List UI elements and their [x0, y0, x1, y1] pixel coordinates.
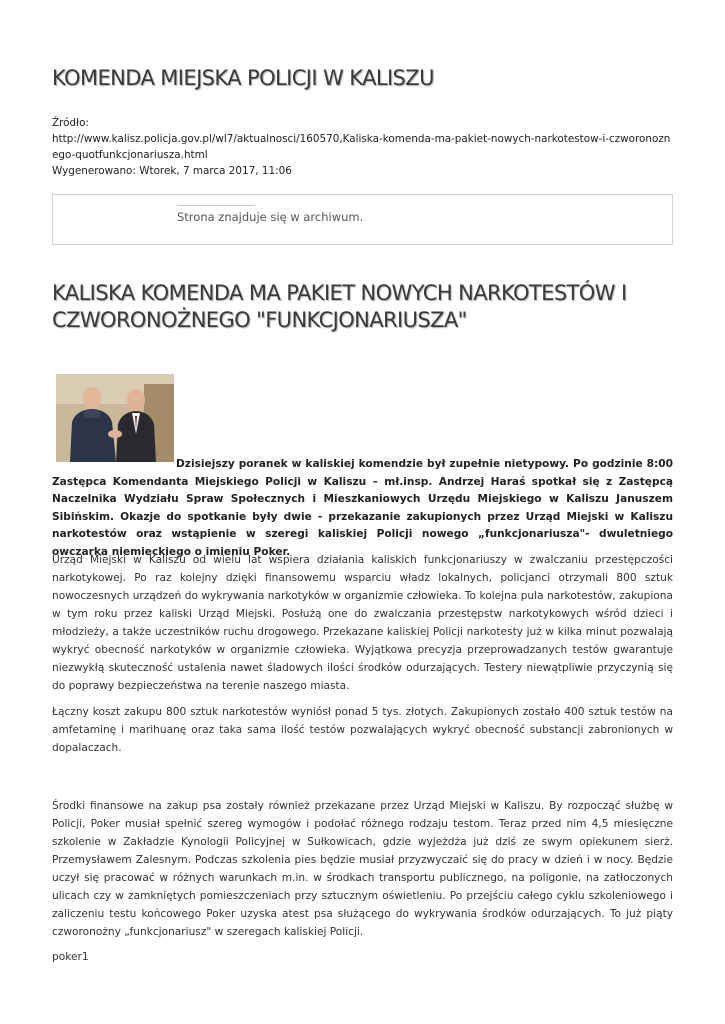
- article-lead: [52, 456, 673, 561]
- article-paragraph: Urząd Miejski w Kaliszu od wielu lat wspiera działania kaliskich funkcjonariuszy w zwalczaniu przestępczości narkotykowej. Po raz kolejny dzięki finansowemu wsparciu władz lokalnych, policjanci otrzymali 800 sztuk nowoczesnych urządzeń do wykrywania narkotyków w organizmie człowieka. To kolejna pula narkotestów, zakupiona w tym roku przez kaliski Urząd Miejski. Posłużą one do zwalczania przestępstw narkotykowych wśród dzieci i młodzieży, a także uczestników ruchu drogowego. Przekazane kaliskiej Policji narkotesty już w kilka minut pozwalają wykryć obecność narkotyków w organizmie człowieka. Wyjątkowa precyzja przeprowadzanych testów gwarantuje niezwykłą skuteczność ustalenia nawet śladowych ilości środków odurzających. Testery niewątpliwie przyczynią się do poprawy bezpieczeństwa na terenie naszego miasta.: [52, 554, 673, 692]
- article-lead-text: Dzisiejszy poranek w kaliskiej komendzie był zupełnie nietypowy. Po godzinie 8:00 Zastępca Komendanta Miejskiego Policji w Kaliszu – mł.insp. Andrzej Haraś spotkał się z Zastępcą Naczelnika Wydziału Spraw Społecznych i Mieszkaniowych Urzędu Miejskiego w Kaliszu Januszem Sibińskim. Okazje do spotkanie były dwie - przekazanie zakupionych przez Urząd Miejski w Kaliszu narkotestów oraz wstąpienie w szeregi kaliskiej Policji nowego „funkcjonariusza"- dwuletniego owczarka niemieckiego o imieniu Poker.: [52, 458, 673, 558]
- article-paragraph: Środki finansowe na zakup psa zostały również przekazane przez Urząd Miejski w Kaliszu. By rozpocząć służbę w Policji, Poker musiał spełnić szereg wymogów i podołać różnego rodzaju testom. Teraz przed nim 4,5 miesięczne szkolenie w Zakładzie Kynologii Policyjnej w Sułkowicach, gdzie wyjeżdża już dziś ze swym opiekunem sierż. Przemysławem Zalesnym. Podczas szkolenia pies będzie musiał przyzwyczaić się do pracy w dzień i w nocy. Będzie uczył się pracować w różnych warunkach m.in. w środkach transportu publicznego, na poligonie, na zatłoczonych ulicach czy w zamkniętych pomieszczeniach przy sztucznym oświetleniu. Po przejściu całego cyklu szkoleniowego i zaliczeniu testu końcowego Poker uzyska atest psa służącego do wykrywania środków odurzających. To już piąty czworonożny „funkcjonariusz" w szeregach kaliskiej Policji.: [52, 800, 673, 938]
- site-title: KOMENDA MIEJSKA POLICJI W KALISZU: [52, 66, 434, 90]
- archive-notice-box: [52, 194, 673, 245]
- source-url[interactable]: http://www.kalisz.policja.gov.pl/wl7/aktualnosci/160570,Kaliska-komenda-ma-pakiet-nowych-narkotestow-i-czworonoznego-quotfunkcjonariusza.html: [52, 133, 671, 161]
- source-meta: [52, 115, 673, 179]
- image-caption: poker1: [52, 951, 89, 963]
- article-photo: [56, 374, 174, 462]
- archive-divider: [177, 205, 255, 206]
- article-paragraph: Łączny koszt zakupu 800 sztuk narkotestów wyniósł ponad 5 tys. złotych. Zakupionych zostało 400 sztuk testów na amfetaminę i marihuanę oraz taka sama ilość testów pozwalających wykryć obecność substancji zabronionych w dopalaczach.: [52, 706, 673, 754]
- generated-timestamp: Wygenerowano: Wtorek, 7 marca 2017, 11:06: [52, 165, 292, 177]
- source-label: Źródło:: [52, 117, 89, 129]
- archive-note: Strona znajduje się w archiwum.: [177, 210, 364, 224]
- article-title: KALISKA KOMENDA MA PAKIET NOWYCH NARKOTESTÓW I CZWORONOŻNEGO "FUNKCJONARIUSZA": [52, 281, 627, 332]
